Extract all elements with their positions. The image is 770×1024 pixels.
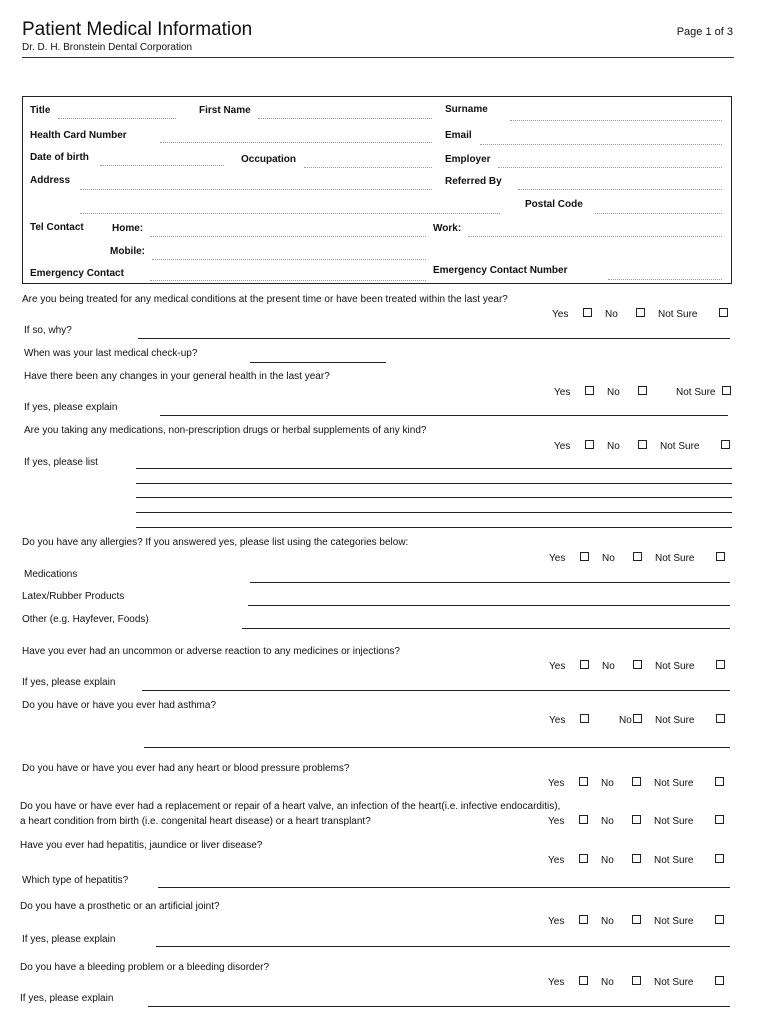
explain-field[interactable] bbox=[148, 1006, 730, 1007]
not-sure-checkbox[interactable] bbox=[722, 386, 731, 395]
yes-label: Yes bbox=[548, 855, 565, 866]
address-field[interactable] bbox=[80, 189, 432, 190]
yes-label: Yes bbox=[548, 977, 565, 988]
no-label: No bbox=[601, 816, 614, 827]
allergy-other-field[interactable] bbox=[242, 628, 730, 629]
medications-list-line-3[interactable] bbox=[136, 497, 732, 498]
emergency-number-label: Emergency Contact Number bbox=[433, 265, 568, 276]
asthma-explain-field[interactable] bbox=[144, 747, 730, 748]
yes-label: Yes bbox=[549, 661, 566, 672]
tel-contact-label: Tel Contact bbox=[30, 222, 84, 233]
explain-label: If yes, please explain bbox=[24, 402, 118, 413]
question-bleeding-disorder: Do you have a bleeding problem or a bleeding disorder? bbox=[20, 962, 270, 973]
last-checkup-field[interactable] bbox=[250, 362, 386, 363]
question-asthma: Do you have or have you ever had asthma? bbox=[22, 700, 217, 711]
explain-field[interactable] bbox=[156, 946, 730, 947]
no-label: No bbox=[601, 778, 614, 789]
question-prosthetic-joint: Do you have a prosthetic or an artificial joint? bbox=[20, 901, 220, 912]
not-sure-checkbox[interactable] bbox=[715, 915, 724, 924]
hepatitis-type-field[interactable] bbox=[158, 887, 730, 888]
yes-checkbox[interactable] bbox=[579, 854, 588, 863]
question-heart-blood-pressure: Do you have or have you ever had any heart or blood pressure problems? bbox=[22, 763, 350, 774]
surname-label: Surname bbox=[445, 104, 488, 115]
explain-label: If yes, please explain bbox=[22, 677, 116, 688]
no-checkbox[interactable] bbox=[633, 552, 642, 561]
not-sure-label: Not Sure bbox=[654, 816, 694, 827]
work-phone-label: Work: bbox=[433, 223, 462, 234]
if-so-why-label: If so, why? bbox=[24, 325, 72, 336]
not-sure-checkbox[interactable] bbox=[715, 854, 724, 863]
address-line-2-field[interactable] bbox=[80, 213, 500, 214]
not-sure-label: Not Sure bbox=[655, 553, 695, 564]
no-checkbox[interactable] bbox=[633, 714, 642, 723]
allergy-medications-field[interactable] bbox=[250, 582, 730, 583]
not-sure-checkbox[interactable] bbox=[715, 976, 724, 985]
not-sure-label: Not Sure bbox=[654, 778, 694, 789]
dob-label: Date of birth bbox=[30, 152, 89, 163]
no-checkbox[interactable] bbox=[632, 976, 641, 985]
no-label: No bbox=[607, 441, 620, 452]
health-card-field[interactable] bbox=[160, 142, 432, 143]
home-phone-field[interactable] bbox=[150, 236, 426, 237]
yes-checkbox[interactable] bbox=[580, 552, 589, 561]
emergency-contact-label: Emergency Contact bbox=[30, 268, 124, 279]
yes-checkbox[interactable] bbox=[585, 386, 594, 395]
yes-label: Yes bbox=[549, 553, 566, 564]
email-label: Email bbox=[445, 130, 472, 141]
no-label: No bbox=[619, 715, 632, 726]
referred-by-field[interactable] bbox=[518, 189, 722, 190]
no-checkbox[interactable] bbox=[632, 777, 641, 786]
not-sure-checkbox[interactable] bbox=[719, 308, 728, 317]
page-subtitle: Dr. D. H. Bronstein Dental Corporation bbox=[22, 42, 193, 53]
mobile-field[interactable] bbox=[152, 259, 426, 260]
title-field[interactable] bbox=[58, 118, 176, 119]
no-label: No bbox=[607, 387, 620, 398]
referred-by-label: Referred By bbox=[445, 176, 502, 187]
medications-list-line-1[interactable] bbox=[136, 468, 732, 469]
surname-field[interactable] bbox=[510, 120, 722, 121]
allergy-latex-label: Latex/Rubber Products bbox=[22, 591, 125, 602]
email-field[interactable] bbox=[480, 144, 722, 145]
dob-field[interactable] bbox=[100, 165, 224, 166]
question-medications: Are you taking any medications, non-prescription drugs or herbal supplements of any kind? bbox=[24, 425, 427, 436]
employer-field[interactable] bbox=[498, 167, 722, 168]
page-title: Patient Medical Information bbox=[22, 19, 253, 40]
question-adverse-reaction: Have you ever had an uncommon or adverse reaction to any medicines or injections? bbox=[22, 646, 400, 657]
yes-checkbox[interactable] bbox=[583, 308, 592, 317]
question-last-checkup: When was your last medical check-up? bbox=[24, 348, 198, 359]
title-label: Title bbox=[30, 105, 51, 116]
no-label: No bbox=[605, 309, 618, 320]
no-checkbox[interactable] bbox=[632, 854, 641, 863]
medications-list-label: If yes, please list bbox=[24, 457, 98, 468]
yes-label: Yes bbox=[548, 816, 565, 827]
not-sure-label: Not Sure bbox=[654, 916, 694, 927]
no-checkbox[interactable] bbox=[632, 815, 641, 824]
question-allergies: Do you have any allergies? If you answered yes, please list using the categories below: bbox=[22, 537, 409, 548]
no-label: No bbox=[601, 855, 614, 866]
yes-checkbox[interactable] bbox=[585, 440, 594, 449]
yes-checkbox[interactable] bbox=[579, 915, 588, 924]
postal-code-label: Postal Code bbox=[525, 199, 583, 210]
first-name-field[interactable] bbox=[258, 118, 432, 119]
not-sure-label: Not Sure bbox=[654, 977, 694, 988]
work-phone-field[interactable] bbox=[468, 236, 722, 237]
no-label: No bbox=[601, 916, 614, 927]
explain-field[interactable] bbox=[142, 690, 730, 691]
medications-list-line-2[interactable] bbox=[136, 483, 732, 484]
yes-checkbox[interactable] bbox=[580, 660, 589, 669]
hepatitis-type-label: Which type of hepatitis? bbox=[22, 875, 129, 886]
postal-code-field[interactable] bbox=[595, 213, 722, 214]
question-heart-valve: Do you have or have ever had a replacement or repair of a heart valve, an infection of the heart(i.e. infective endocarditis), bbox=[20, 801, 561, 812]
yes-checkbox[interactable] bbox=[579, 976, 588, 985]
yes-label: Yes bbox=[548, 778, 565, 789]
no-checkbox[interactable] bbox=[638, 386, 647, 395]
not-sure-checkbox[interactable] bbox=[721, 440, 730, 449]
question-health-changes: Have there been any changes in your general health in the last year? bbox=[24, 371, 330, 382]
not-sure-checkbox[interactable] bbox=[716, 714, 725, 723]
occupation-field[interactable] bbox=[304, 167, 432, 168]
not-sure-checkbox[interactable] bbox=[715, 777, 724, 786]
home-phone-label: Home: bbox=[112, 223, 144, 234]
not-sure-label: Not Sure bbox=[655, 715, 695, 726]
yes-label: Yes bbox=[552, 309, 569, 320]
not-sure-checkbox[interactable] bbox=[716, 660, 725, 669]
no-label: No bbox=[601, 977, 614, 988]
not-sure-checkbox[interactable] bbox=[715, 815, 724, 824]
yes-label: Yes bbox=[554, 441, 571, 452]
if-so-why-field[interactable] bbox=[138, 338, 730, 339]
question-hepatitis: Have you ever had hepatitis, jaundice or liver disease? bbox=[20, 840, 263, 851]
medications-list-line-4[interactable] bbox=[136, 512, 732, 513]
explain-label: If yes, please explain bbox=[20, 993, 114, 1004]
question-medical-conditions: Are you being treated for any medical conditions at the present time or have been treated within the last year? bbox=[22, 294, 508, 305]
no-checkbox[interactable] bbox=[633, 660, 642, 669]
not-sure-label: Not Sure bbox=[658, 309, 698, 320]
no-label: No bbox=[602, 661, 615, 672]
health-card-label: Health Card Number bbox=[30, 130, 127, 141]
allergy-medications-label: Medications bbox=[24, 569, 78, 580]
not-sure-label: Not Sure bbox=[654, 855, 694, 866]
header-divider bbox=[22, 57, 734, 58]
occupation-label: Occupation bbox=[241, 154, 297, 165]
page-number: Page 1 of 3 bbox=[676, 26, 733, 38]
medications-list-line-5[interactable] bbox=[136, 527, 732, 528]
allergy-latex-field[interactable] bbox=[248, 605, 730, 606]
explain-field[interactable] bbox=[160, 415, 728, 416]
allergy-other-label: Other (e.g. Hayfever, Foods) bbox=[22, 614, 149, 625]
emergency-contact-field[interactable] bbox=[150, 280, 426, 281]
explain-label: If yes, please explain bbox=[22, 934, 116, 945]
yes-checkbox[interactable] bbox=[580, 714, 589, 723]
yes-label: Yes bbox=[549, 715, 566, 726]
no-checkbox[interactable] bbox=[638, 440, 647, 449]
question-heart-valve-cont: a heart condition from birth (i.e. congenital heart disease) or a heart transplant? bbox=[20, 816, 371, 827]
employer-label: Employer bbox=[445, 154, 491, 165]
first-name-label: First Name bbox=[199, 105, 251, 116]
not-sure-label: Not Sure bbox=[660, 441, 700, 452]
yes-label: Yes bbox=[548, 916, 565, 927]
address-label: Address bbox=[30, 175, 71, 186]
not-sure-label: Not Sure bbox=[655, 661, 695, 672]
yes-checkbox[interactable] bbox=[579, 777, 588, 786]
mobile-label: Mobile: bbox=[110, 246, 145, 257]
yes-label: Yes bbox=[554, 387, 571, 398]
emergency-number-field[interactable] bbox=[608, 279, 722, 280]
no-checkbox[interactable] bbox=[636, 308, 645, 317]
yes-checkbox[interactable] bbox=[579, 815, 588, 824]
not-sure-checkbox[interactable] bbox=[716, 552, 725, 561]
no-checkbox[interactable] bbox=[632, 915, 641, 924]
no-label: No bbox=[602, 553, 615, 564]
not-sure-label: Not Sure bbox=[676, 387, 716, 398]
